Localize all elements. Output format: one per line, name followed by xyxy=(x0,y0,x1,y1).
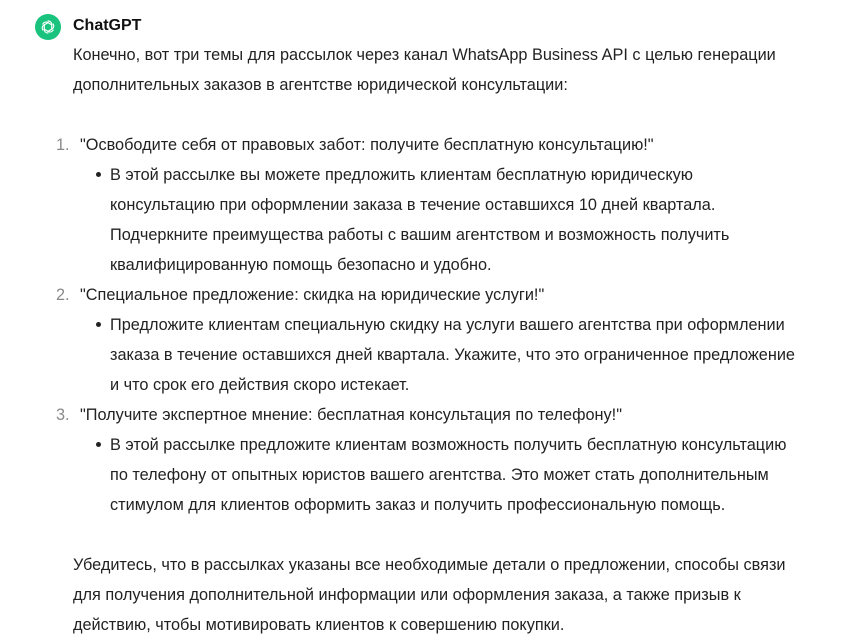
list-item xyxy=(56,280,833,400)
topics-list xyxy=(56,130,833,520)
bullet-icon xyxy=(96,172,101,177)
list-number: 2. xyxy=(56,286,70,304)
text-line: Предложите клиентам специальную скидку на услуги вашего агентства при оформлении xyxy=(110,316,785,334)
text-line: стимулом для клиентов оформить заказ и получить профессиональную помощь. xyxy=(110,496,726,514)
text-line: Подчеркните преимущества работы с вашим агентством и возможность получить xyxy=(110,226,730,244)
list-number: 3. xyxy=(56,406,70,424)
text-line: квалифицированную помощь безопасно и удобно. xyxy=(110,256,492,274)
topic-title: "Специальное предложение: скидка на юридические услуги!" xyxy=(80,286,545,304)
bullet-list xyxy=(80,430,833,520)
bullet-list xyxy=(80,160,833,280)
outro-paragraph xyxy=(73,550,833,640)
message-content xyxy=(56,40,833,640)
topic-title: "Получите экспертное мнение: бесплатная консультация по телефону!" xyxy=(80,406,622,424)
bullet-item xyxy=(110,310,833,400)
text-line: и что срок его действия скоро истекает. xyxy=(110,376,410,394)
bullet-item xyxy=(110,160,833,280)
intro-paragraph xyxy=(73,40,833,100)
text-line: для получения дополнительной информации или оформления заказа, а также призыв к xyxy=(73,586,741,604)
text-line: дополнительных заказов в агентстве юридической консультации: xyxy=(73,76,568,94)
author-name: ChatGPT xyxy=(73,17,142,34)
text-line: консультацию при оформлении заказа в течение оставшихся 10 дней квартала. xyxy=(110,196,716,214)
bullet-list xyxy=(80,310,833,400)
bullet-icon xyxy=(96,322,101,327)
text-line: В этой рассылке предложите клиентам возможность получить бесплатную консультацию xyxy=(110,436,787,454)
topic-title: "Освободите себя от правовых забот: получите бесплатную консультацию!" xyxy=(80,136,654,154)
text-line: В этой рассылке вы можете предложить клиентам бесплатную юридическую xyxy=(110,166,693,184)
text-line: Конечно, вот три темы для рассылок через канал WhatsApp Business API с целью генерации xyxy=(73,46,776,64)
text-line: действию, чтобы мотивировать клиентов к совершению покупки. xyxy=(73,616,565,634)
text-line: по телефону от опытных юристов вашего агентства. Это может стать дополнительным xyxy=(110,466,769,484)
bullet-item xyxy=(110,430,833,520)
chatgpt-logo-icon xyxy=(35,14,61,40)
text-line: Убедитесь, что в рассылках указаны все необходимые детали о предложении, способы связи xyxy=(73,556,786,574)
text-line: заказа в течение оставшихся дней квартала. Укажите, что это ограниченное предложение xyxy=(110,346,795,364)
list-item xyxy=(56,400,833,520)
list-number: 1. xyxy=(56,136,70,154)
list-item xyxy=(56,130,833,280)
bullet-icon xyxy=(96,442,101,447)
